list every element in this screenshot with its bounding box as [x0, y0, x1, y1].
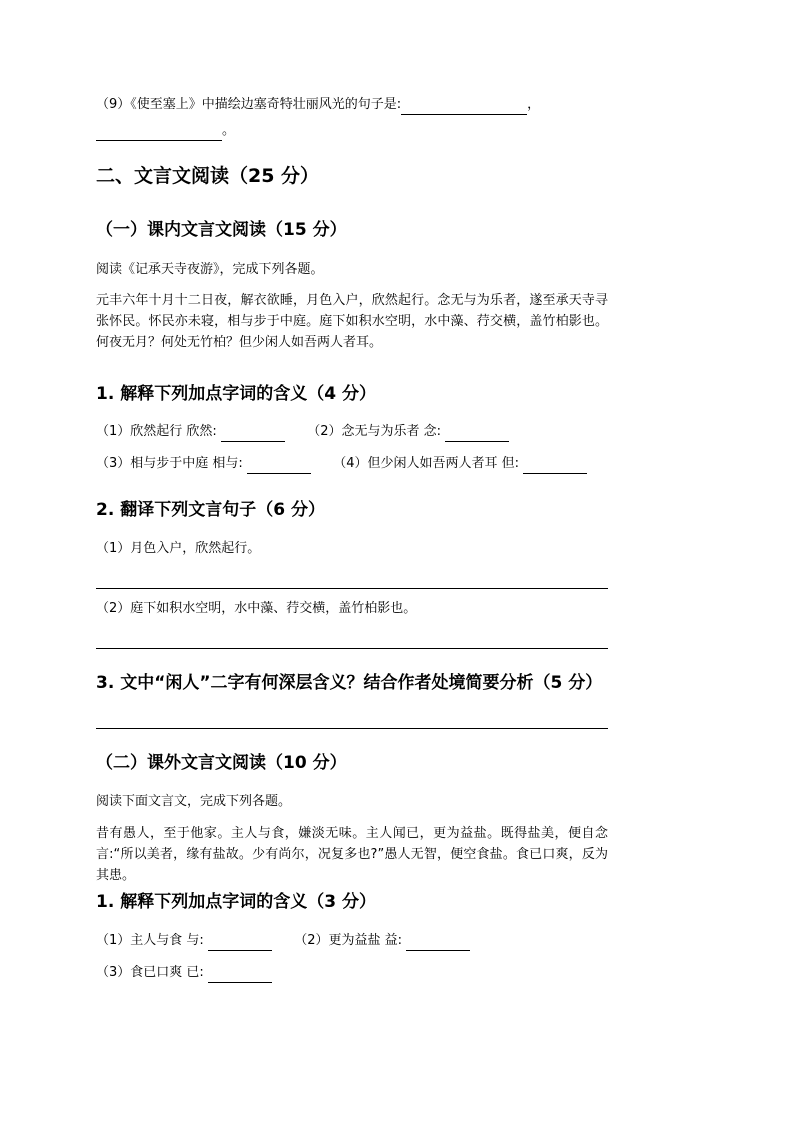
answer-line[interactable] [96, 588, 608, 589]
sub-question: （2）庭下如积水空明，水中藻、荇交横，盖竹柏影也。 [96, 601, 417, 616]
part-heading: （一）课内文言文阅读（15 分） [96, 220, 347, 240]
part-heading: （二）课外文言文阅读（10 分） [96, 753, 347, 773]
sub-question: （1）欣然起行 欣然: [96, 424, 217, 439]
reading-instruction: 阅读《记承天寺夜游》，完成下列各题。 [96, 262, 324, 277]
reading-instruction: 阅读下面文言文，完成下列各题。 [96, 794, 292, 809]
answer-blank[interactable] [406, 936, 470, 951]
question-heading: 1. 解释下列加点字词的含义（3 分） [96, 892, 376, 912]
answer-blank[interactable] [401, 100, 527, 115]
answer-blank[interactable] [208, 936, 272, 951]
question-row [96, 962, 272, 983]
fill-question-9 [96, 94, 540, 115]
sub-question: （2）更为益盐 益: [294, 933, 403, 948]
answer-blank[interactable] [208, 968, 272, 983]
answer-blank[interactable] [221, 427, 285, 442]
sub-question: （3）食已口爽 已: [96, 965, 204, 980]
fill-question-9-line2 [96, 120, 235, 141]
sub-question: （1）主人与食 与: [96, 933, 204, 948]
question-row [96, 421, 509, 442]
fill-question-9-text: （9）《使至塞上》中描绘边塞奇特壮丽风光的句子是: [96, 97, 402, 112]
sub-question: （4）但少闲人如吾两人者耳 但: [333, 456, 520, 471]
sub-question: （2）念无与为乐者 念: [307, 424, 442, 439]
answer-blank[interactable] [445, 427, 509, 442]
question-heading: 1. 解释下列加点字词的含义（4 分） [96, 384, 376, 404]
question-row [96, 453, 587, 474]
question-heading: 2. 翻译下列文言句子（6 分） [96, 500, 325, 520]
question-heading: 3. 文中“闲人”二字有何深层含义？结合作者处境简要分析（5 分） [96, 673, 603, 693]
question-row [96, 930, 470, 951]
answer-line[interactable] [96, 728, 608, 729]
section-heading: 二、文言文阅读（25 分） [96, 165, 320, 187]
answer-blank[interactable] [247, 459, 311, 474]
sub-question: （3）相与步于中庭 相与: [96, 456, 243, 471]
fill-question-9-period: 。 [222, 123, 236, 138]
fill-question-9-comma: ， [527, 97, 541, 112]
classical-passage: 元丰六年十月十二日夜，解衣欲睡，月色入户，欣然起行。念无与为乐者，遂至承天寺寻张怀民。怀民亦未寝，相与步于中庭。庭下如积水空明，水中藻、荇交横，盖竹柏影也。何夜无月？何处无竹柏？但少闲人如吾两人者耳。 [96, 293, 608, 350]
classical-passage: 昔有愚人，至于他家。主人与食，嫌淡无味。主人闻已，更为益盐。既得盐美，便自念言:“所以美者，缘有盐故。少有尚尔，况复多也?”愚人无智，便空食盐。食已口爽，反为其患。 [96, 826, 608, 883]
sub-question: （1）月色入户，欣然起行。 [96, 541, 261, 556]
answer-line[interactable] [96, 648, 608, 649]
answer-blank[interactable] [523, 459, 587, 474]
answer-blank[interactable] [96, 126, 222, 141]
